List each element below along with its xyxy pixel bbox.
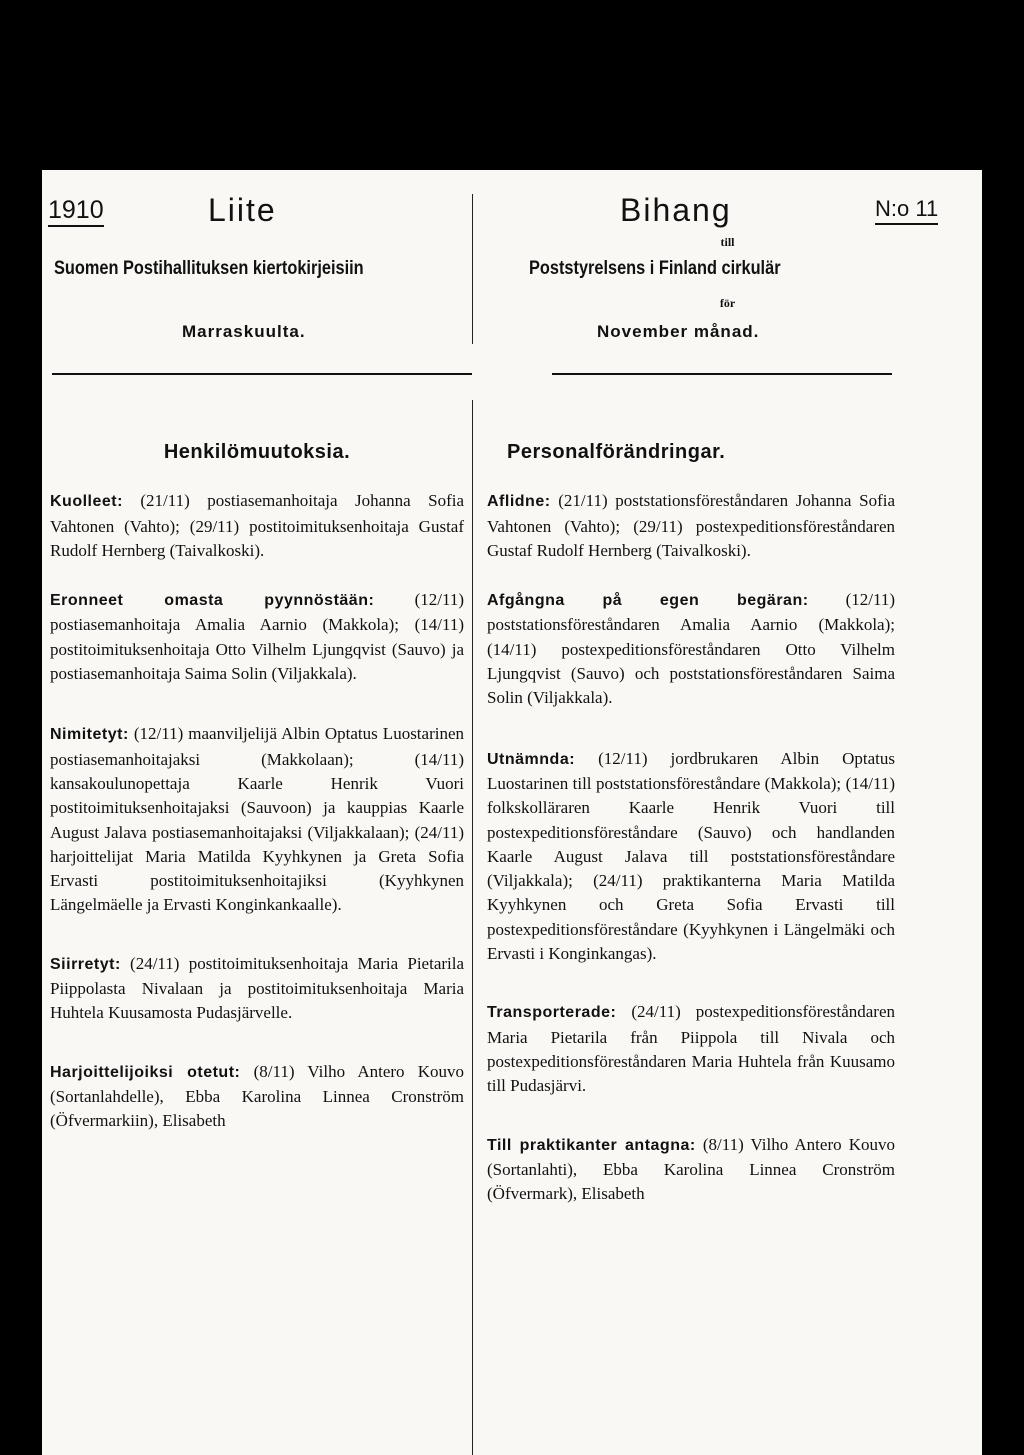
paragraph-label: Siirretyt: [50,955,121,973]
paragraph-aflidne [487,489,895,563]
paragraph-text: (12/11) jordbrukaren Albin Optatus Luostarinen till poststationsföreståndare (Makkola); (14/11) folkskolläraren Kaarle Henrik Vuori till postexpeditionsföreståndare (Sauvo) och handlanden Kaarle August Jalava till poststationsföreståndare (Viljakkala); (24/11) praktikanterna Maria Matilda Kyyhkynen och Greta Sofia Ervasti till postexpeditionsföreståndare (Kyyhkynen i Längelmäki och Ervasti i Konginkangas). [487,748,895,964]
month-finnish: Marraskuulta. [182,322,306,341]
header-rule-left [52,373,472,375]
paragraph-text: (8/11) Vilho Antero Kouvo (Sortanlahti), Ebba Karolina Linnea Cronström (Öfvermark), Elisabeth [487,1134,895,1204]
section-heading-finnish: Henkilömuutoksia. [163,441,351,463]
paragraph-eronneet [50,588,464,686]
subtitle-swedish: Poststyrelsens i Finland cirkulär [529,258,781,279]
paragraph-text: (12/11) maanviljelijä Albin Optatus Luostarinen postiasemanhoitajaksi (Makkolaan); (14/11) kansakoulunopettaja Kaarle Henrik Vuori postitoimituksenhoitajaksi (Sauvoon) ja kauppias Kaarle August Jalava postiasemanhoitajaksi (Viljakkalaan); (24/11) harjoittelijat Maria Matilda Kyyhkynen ja Greta Sofia Ervasti postitoimituksenhoitajiksi (Kyyhkynen Längelmäelle ja Ervasti Konginkankaalle). [50,724,465,915]
paragraph-label: Eronneet omasta pyynnöstään: [50,592,375,610]
paragraph-text: (12/11) poststationsföreståndaren Amalia Aarnio (Makkola); (14/11) postexpeditionsföreståndaren Otto Vilhelm Ljungqvist (Sauvo) och poststationsföreståndaren Saima Solin (Viljakkala). [487,590,895,708]
paragraph-label: Transporterade: [487,1004,617,1022]
column-divider [472,400,473,1455]
year: 1910 [48,198,104,227]
for-word: för [719,296,736,310]
paragraph-utnamnda [487,747,895,967]
paragraph-afgangna [487,588,895,710]
title-finnish: Liite [208,192,277,228]
paragraph-harjoittelijoiksi [50,1060,464,1134]
paragraph-text: (8/11) Vilho Antero Kouvo (Sortanlahdelle), Ebba Karolina Linnea Cronström (Öfvermarkiin), Elisabeth [50,1061,465,1131]
paragraph-praktikanter [487,1133,895,1207]
month-swedish: November månad. [597,322,760,341]
document-page [42,170,982,1455]
paragraph-label: Nimitetyt: [50,726,129,744]
paragraph-label: Kuolleet: [50,493,123,511]
paragraph-label: Aflidne: [487,493,551,511]
finnish-column [50,440,464,1156]
till-word: till [720,235,735,249]
paragraph-siirretyt [50,952,464,1026]
paragraph-text: (24/11) postexpeditionsföreståndaren Maria Pietarila från Piippola till Nivala och postexpeditionsföreståndaren Maria Huhtela från Kuusamo till Pudasjärvi. [487,1002,896,1096]
title-swedish: Bihang [620,192,732,228]
issue-number: N:o 11 [875,198,938,225]
header-rule-right [552,373,892,375]
paragraph-nimitetyt [50,722,464,917]
masthead-finnish [42,170,472,350]
paragraph-label: Till praktikanter antagna: [487,1136,696,1154]
paragraph-label: Utnämnda: [487,750,576,768]
paragraph-kuolleet [50,489,464,563]
paragraph-label: Harjoittelijoiksi otetut: [50,1063,241,1081]
paragraph-transporterade [487,1000,895,1098]
paragraph-text: (24/11) postitoimituksenhoitaja Maria Pietarila Piippolasta Nivalaan ja postitoimituksenhoitaja Maria Huhtela Kuusamosta Pudasjärvelle. [50,953,465,1023]
subtitle-finnish: Suomen Postihallituksen kiertokirjeisiin [54,258,364,279]
paragraph-text: (21/11) postiasemanhoitaja Johanna Sofia Vahtonen (Vahto); (29/11) postitoimituksenhoitaja Gustaf Rudolf Hernberg (Taivalkoski). [50,491,464,560]
paragraph-text: (21/11) poststationsföreståndaren Johanna Sofia Vahtonen (Vahto); (29/11) postexpeditionsföreståndaren Gustaf Rudolf Hernberg (Taivalkoski). [487,491,896,560]
masthead-swedish [473,170,982,350]
paragraph-label: Afgångna på egen begäran: [487,592,809,610]
swedish-column [487,440,895,1228]
section-heading-swedish: Personalförändringar. [507,441,726,463]
paragraph-text: (12/11) postiasemanhoitaja Amalia Aarnio (Makkola); (14/11) postitoimituksenhoitaja Otto Vilhelm Ljungqvist (Sauvo) ja postiasemanhoitaja Saima Solin (Viljakkala). [50,590,464,684]
